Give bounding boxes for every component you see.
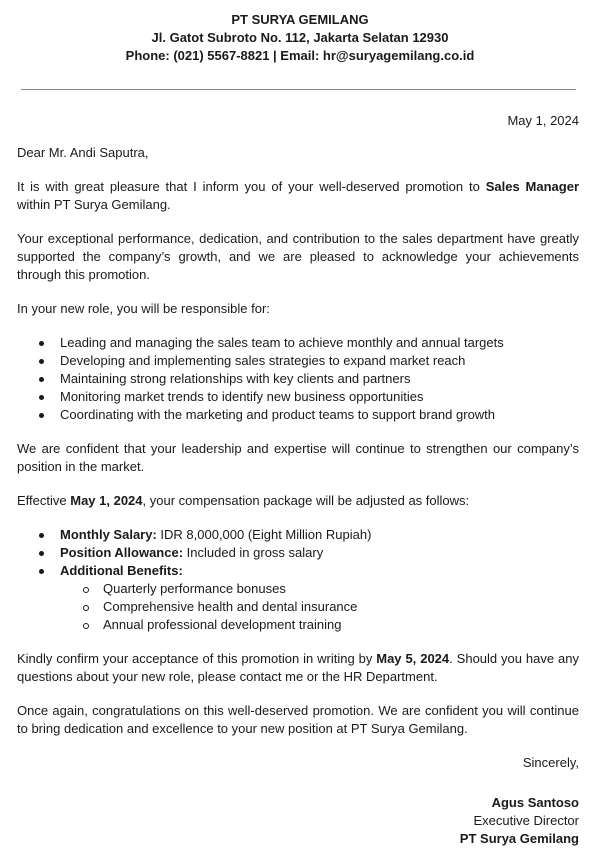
salutation: Dear Mr. Andi Saputra, xyxy=(17,145,149,160)
paragraph-confidence: We are confident that your leadership and expertise will continue to strengthen our company’s position in the market. xyxy=(17,441,579,474)
allowance-value: Included in gross salary xyxy=(183,545,324,560)
paragraph-achievement: Your exceptional performance, dedication, and contribution to the sales department have greatly supported the company’s growth, and we are pleased to acknowledge your achievements through this promotion. xyxy=(17,231,579,282)
closing: Sincerely, xyxy=(522,755,579,770)
new-position: Sales Manager xyxy=(485,179,580,194)
paragraph-responsibilities-intro: In your new role, you will be responsible for: xyxy=(17,301,270,316)
circle-bullet-icon xyxy=(83,587,89,593)
confirmation-deadline: May 5, 2024 xyxy=(376,651,450,666)
salary-label: Monthly Salary: xyxy=(60,527,157,542)
bullet-icon xyxy=(39,359,44,364)
circle-bullet-icon xyxy=(83,623,89,629)
signature-block xyxy=(17,754,579,848)
bullet-icon xyxy=(39,569,44,574)
bullet-icon xyxy=(39,551,44,556)
paragraph-promotion xyxy=(17,178,579,214)
letter-date: May 1, 2024 xyxy=(507,113,579,128)
list-item-text: Quarterly performance bonuses xyxy=(103,581,286,596)
effective-date: May 1, 2024 xyxy=(70,493,143,508)
list-item-text: Maintaining strong relationships with key clients and partners xyxy=(60,371,411,386)
signatory-name: Agus Santoso xyxy=(491,795,579,810)
salary-value: IDR 8,000,000 (Eight Million Rupiah) xyxy=(156,527,372,542)
list-item xyxy=(17,388,579,406)
compensation-list xyxy=(17,526,579,634)
text: within PT Surya Gemilang. xyxy=(17,197,171,212)
list-item-text: Comprehensive health and dental insurance xyxy=(103,599,358,614)
letter-body xyxy=(17,112,579,848)
text: Kindly confirm your acceptance of this promotion in writing by xyxy=(17,651,377,666)
paragraph-compensation-intro xyxy=(17,492,579,510)
bullet-icon xyxy=(39,413,44,418)
bullet-icon xyxy=(39,341,44,346)
list-item-benefits xyxy=(17,562,579,580)
benefits-container xyxy=(17,580,579,634)
benefits-list xyxy=(17,580,579,634)
company-contact: Phone: (021) 5567-8821 | Email: hr@suryagemilang.co.id xyxy=(125,48,475,63)
signatory-title: Executive Director xyxy=(473,813,579,828)
list-item xyxy=(17,598,579,616)
list-item-salary xyxy=(17,526,579,544)
list-item xyxy=(17,616,579,634)
company-address: Jl. Gatot Subroto No. 112, Jakarta Selatan 12930 xyxy=(151,30,449,45)
list-item xyxy=(17,352,579,370)
allowance-label: Position Allowance: xyxy=(60,545,184,560)
bullet-icon xyxy=(39,395,44,400)
list-item-text: Coordinating with the marketing and product teams to support brand growth xyxy=(60,407,496,422)
bullet-icon xyxy=(39,377,44,382)
company-name: PT SURYA GEMILANG xyxy=(231,12,369,27)
list-item xyxy=(17,370,579,388)
list-item xyxy=(17,406,579,424)
benefits-label: Additional Benefits: xyxy=(60,563,183,578)
list-item-allowance xyxy=(17,544,579,562)
text: . Should you have any questions about your new role, please contact me or the HR Department. xyxy=(17,651,579,684)
paragraph-confirmation xyxy=(17,650,579,686)
list-item-text: Developing and implementing sales strategies to expand market reach xyxy=(60,353,466,368)
circle-bullet-icon xyxy=(83,605,89,611)
list-item xyxy=(17,334,579,352)
paragraph-closing: Once again, congratulations on this well-deserved promotion. We are confident you will continue to bring dedication and excellence to your new position at PT Surya Gemilang. xyxy=(17,703,579,736)
signatory-company: PT Surya Gemilang xyxy=(459,831,579,846)
list-item-text: Leading and managing the sales team to achieve monthly and annual targets xyxy=(60,335,504,350)
text: , your compensation package will be adjusted as follows: xyxy=(142,493,470,508)
list-item-text: Annual professional development training xyxy=(103,617,342,632)
text: Effective xyxy=(17,493,71,508)
list-item xyxy=(17,580,579,598)
responsibilities-list xyxy=(17,334,579,424)
text: It is with great pleasure that I inform you of your well-deserved promotion to xyxy=(17,179,486,194)
letterhead xyxy=(0,11,600,65)
header-divider xyxy=(21,89,576,90)
list-item-text: Monitoring market trends to identify new business opportunities xyxy=(60,389,424,404)
bullet-icon xyxy=(39,533,44,538)
